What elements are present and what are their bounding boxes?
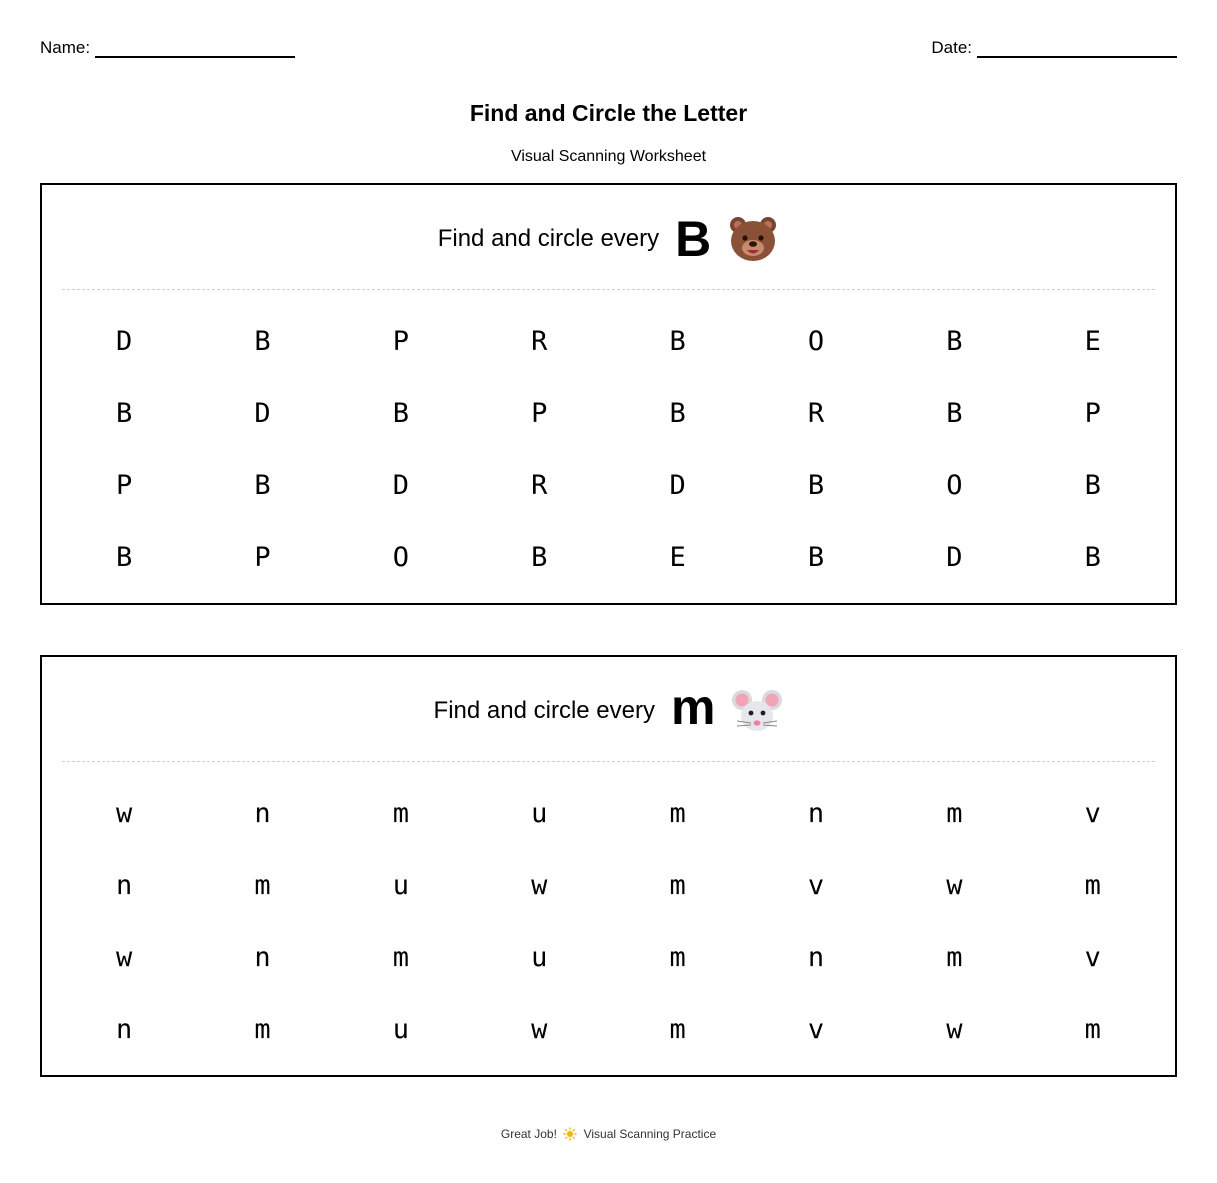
letter-cell[interactable]: n [116, 869, 133, 901]
footer-left-text: Great Job! [500, 1127, 557, 1141]
letter-cell[interactable]: v [807, 1013, 825, 1045]
letter-cell[interactable]: m [946, 797, 963, 829]
target-letter: m [670, 679, 716, 735]
letter-cell[interactable]: m [669, 1013, 686, 1045]
letter-cell[interactable]: D [669, 469, 686, 501]
letter-cell[interactable]: m [669, 869, 686, 901]
letter-cell[interactable]: n [807, 797, 825, 829]
letter-cell[interactable]: R [807, 397, 825, 429]
header-row [40, 38, 1177, 58]
letter-cell[interactable]: n [116, 1013, 133, 1045]
date-field[interactable] [931, 38, 1177, 58]
target-letter: B [675, 211, 712, 267]
page-subtitle: Visual Scanning Worksheet [510, 148, 707, 165]
letter-grid [55, 305, 1162, 593]
letter-cell[interactable]: E [669, 541, 686, 573]
letter-cell[interactable]: n [254, 797, 271, 829]
letter-cell[interactable]: w [531, 869, 548, 901]
letter-cell[interactable]: B [1084, 469, 1101, 501]
footer [0, 1127, 1217, 1141]
worksheet-section-m [40, 655, 1177, 1077]
letter-cell[interactable]: B [946, 397, 963, 429]
letter-cell[interactable]: v [807, 869, 825, 901]
date-label: Date: [931, 38, 972, 57]
section-prompt [42, 679, 1175, 743]
letter-cell[interactable]: w [116, 797, 133, 829]
letter-cell[interactable]: n [807, 941, 825, 973]
letter-cell[interactable]: B [669, 397, 686, 429]
letter-cell[interactable]: u [392, 869, 410, 901]
letter-cell[interactable]: v [1084, 941, 1101, 973]
grid-row [55, 777, 1162, 849]
letter-cell[interactable]: w [946, 1013, 963, 1045]
letter-cell[interactable]: D [254, 397, 271, 429]
letter-cell[interactable]: m [392, 797, 410, 829]
grid-row [55, 849, 1162, 921]
page-title: Find and Circle the Letter [469, 100, 748, 126]
letter-cell[interactable]: m [946, 941, 963, 973]
date-line[interactable] [977, 42, 1177, 58]
letter-cell[interactable]: D [946, 541, 963, 573]
section-prompt [42, 207, 1175, 271]
letter-cell[interactable]: B [116, 541, 133, 573]
letter-cell[interactable]: P [531, 397, 548, 429]
letter-cell[interactable]: E [1084, 325, 1101, 357]
grid-row [55, 305, 1162, 377]
section-divider [62, 289, 1155, 290]
letter-cell[interactable]: u [531, 941, 548, 973]
letter-cell[interactable]: B [1084, 541, 1101, 573]
letter-cell[interactable]: m [254, 1013, 271, 1045]
footer-right-text: Visual Scanning Practice [583, 1127, 717, 1141]
letter-cell[interactable]: B [531, 541, 548, 573]
grid-row [55, 377, 1162, 449]
section-divider [62, 761, 1155, 762]
letter-cell[interactable]: B [116, 397, 133, 429]
letter-cell[interactable]: m [1084, 869, 1101, 901]
letter-cell[interactable]: B [946, 325, 963, 357]
letter-cell[interactable]: P [254, 541, 271, 573]
letter-cell[interactable]: B [392, 397, 410, 429]
letter-cell[interactable]: u [392, 1013, 410, 1045]
letter-cell[interactable]: m [254, 869, 271, 901]
name-line[interactable] [95, 42, 295, 58]
letter-cell[interactable]: w [531, 1013, 548, 1045]
letter-cell[interactable]: u [531, 797, 548, 829]
letter-cell[interactable]: m [669, 797, 686, 829]
letter-grid [55, 777, 1162, 1065]
mouse-face-icon [731, 685, 783, 737]
letter-cell[interactable]: B [254, 325, 271, 357]
letter-cell[interactable]: m [1084, 1013, 1101, 1045]
letter-cell[interactable]: v [1084, 797, 1101, 829]
letter-cell[interactable]: m [392, 941, 410, 973]
letter-cell[interactable]: n [254, 941, 271, 973]
worksheet-section-b [40, 183, 1177, 605]
grid-row [55, 521, 1162, 593]
letter-cell[interactable]: P [1084, 397, 1101, 429]
letter-cell[interactable]: B [807, 541, 825, 573]
grid-row [55, 993, 1162, 1065]
prompt-text: Find and circle every [437, 225, 660, 252]
letter-cell[interactable]: w [946, 869, 963, 901]
sun-icon [563, 1127, 577, 1141]
letter-cell[interactable]: R [531, 325, 548, 357]
letter-cell[interactable]: D [392, 469, 410, 501]
letter-cell[interactable]: D [116, 325, 133, 357]
prompt-text: Find and circle every [433, 697, 655, 724]
name-field[interactable] [40, 38, 295, 58]
letter-cell[interactable]: O [946, 469, 963, 501]
letter-cell[interactable]: O [392, 541, 410, 573]
letter-cell[interactable]: B [254, 469, 271, 501]
bear-face-icon [727, 213, 779, 265]
letter-cell[interactable]: O [807, 325, 825, 357]
letter-cell[interactable]: P [392, 325, 410, 357]
name-label: Name: [40, 38, 91, 57]
letter-cell[interactable]: P [116, 469, 133, 501]
letter-cell[interactable]: B [669, 325, 686, 357]
letter-cell[interactable]: R [531, 469, 548, 501]
grid-row [55, 921, 1162, 993]
grid-row [55, 449, 1162, 521]
letter-cell[interactable]: m [669, 941, 686, 973]
letter-cell[interactable]: w [116, 941, 133, 973]
letter-cell[interactable]: B [807, 469, 825, 501]
